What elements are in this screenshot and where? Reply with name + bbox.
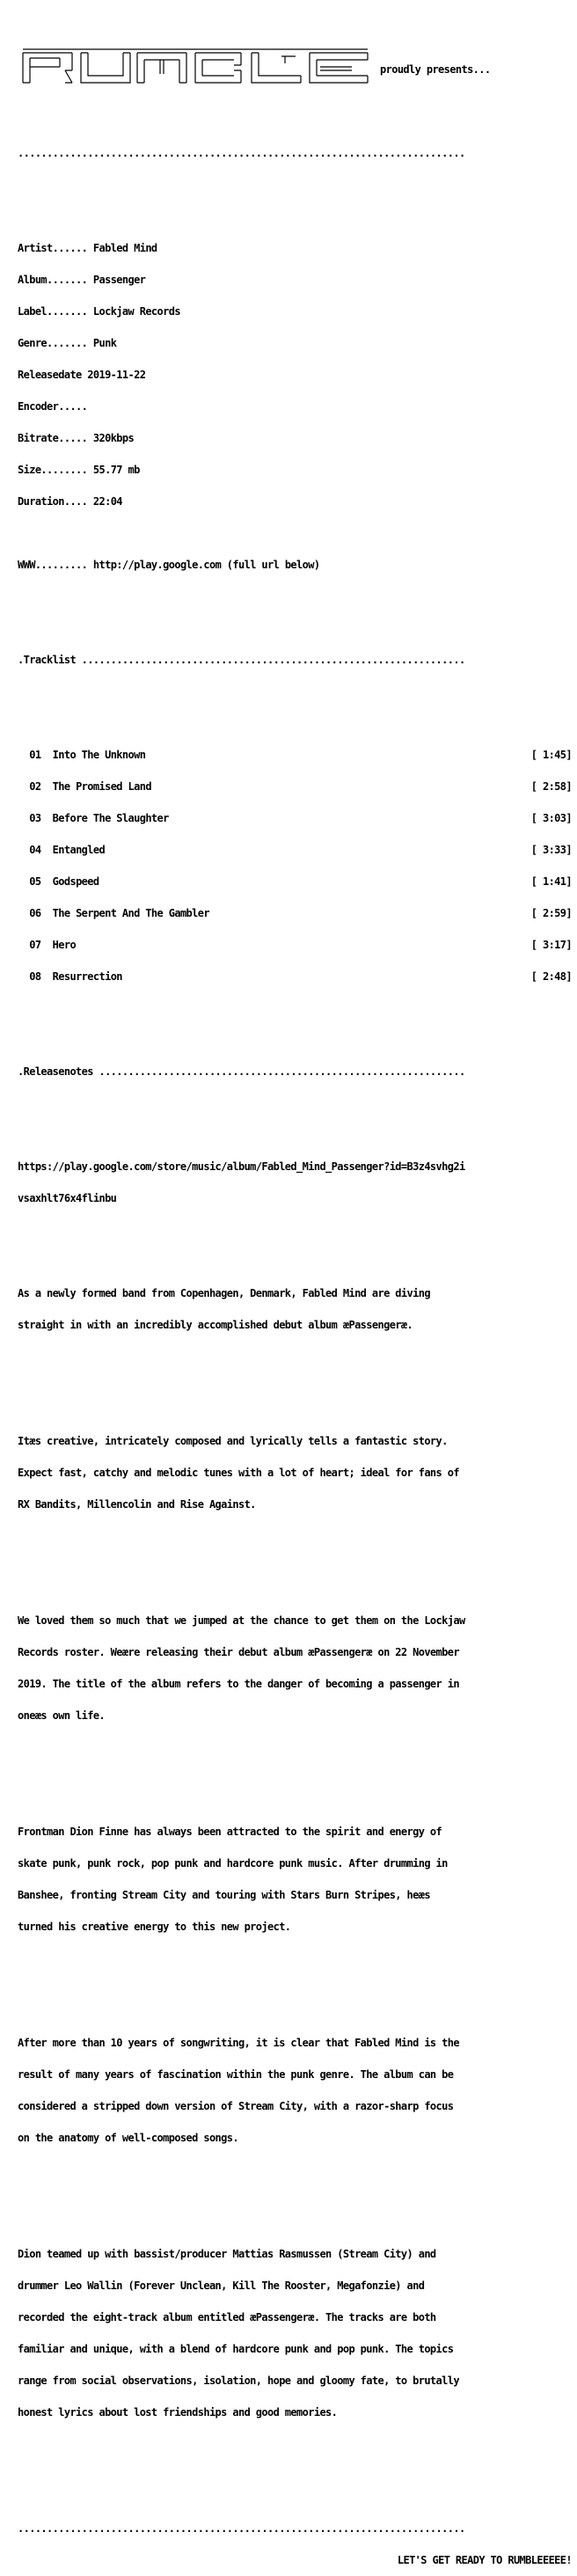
track-duration: [ 1:41] bbox=[530, 875, 572, 888]
track-duration: [ 3:33] bbox=[530, 844, 572, 856]
www-link[interactable]: http://play.google.com (full url below) bbox=[92, 559, 320, 571]
paragraph-line: As a newly formed band from Copenhagen, Denmark, Fabled Mind are diving bbox=[18, 1287, 430, 1299]
paragraph-line: result of many years of fascination within the punk genre. The album can be bbox=[18, 2068, 454, 2081]
track-row bbox=[18, 813, 572, 823]
info-row-bitrate bbox=[18, 433, 572, 443]
paragraph bbox=[18, 2016, 572, 2164]
info-label: Bitrate..... bbox=[18, 432, 88, 444]
info-label: Album....... bbox=[18, 274, 88, 286]
track-number: 01 bbox=[29, 749, 41, 761]
track-row bbox=[18, 750, 572, 760]
paragraph-line: on the anatomy of well-composed songs. bbox=[18, 2132, 238, 2144]
info-label: Duration.... bbox=[18, 495, 88, 508]
track-title: The Serpent And The Gambler bbox=[52, 907, 209, 919]
track-number: 03 bbox=[29, 812, 41, 824]
info-label: Artist...... bbox=[18, 242, 88, 254]
paragraph-line: recorded the eight-track album entitled æPassengeræ. The tracks are both bbox=[18, 2311, 436, 2324]
releasenotes-header: .Releasenotes ............................................................... bbox=[18, 1065, 465, 1078]
info-row-size bbox=[18, 465, 572, 475]
store-url-line[interactable]: https://play.google.com/store/music/album/Fabled_Mind_Passenger?id=B3z4svhg2i bbox=[18, 1160, 465, 1173]
track-row bbox=[18, 940, 572, 950]
paragraph-line: oneæs own life. bbox=[18, 1709, 106, 1722]
paragraph bbox=[18, 1805, 572, 1953]
nfo-document bbox=[18, 11, 572, 2576]
info-row-www bbox=[18, 560, 572, 570]
info-label: Releasedate bbox=[18, 369, 82, 381]
tracklist-header: .Tracklist .................................................................. bbox=[18, 654, 465, 666]
paragraph bbox=[18, 1267, 572, 1351]
info-label: Genre....... bbox=[18, 337, 88, 349]
info-row-duration bbox=[18, 496, 572, 507]
track-row bbox=[18, 876, 572, 887]
paragraph-line: considered a stripped down version of Stream City, with a razor-sharp focus bbox=[18, 2100, 454, 2112]
info-row-album bbox=[18, 274, 572, 285]
tracklist bbox=[18, 728, 572, 1003]
divider-top: ............................................................................. bbox=[18, 147, 465, 159]
paragraph-line: We loved them so much that we jumped at the chance to get them on the Lockjaw bbox=[18, 1614, 465, 1627]
paragraph-line: familiar and unique, with a blend of hardcore punk and pop punk. The topics bbox=[18, 2343, 454, 2355]
info-row-genre bbox=[18, 338, 572, 348]
release-notes bbox=[18, 1140, 572, 2460]
info-row-label bbox=[18, 306, 572, 317]
track-duration: [ 2:59] bbox=[530, 907, 572, 919]
info-value: Passenger bbox=[92, 274, 146, 286]
header bbox=[18, 42, 572, 84]
track-number: 07 bbox=[29, 939, 41, 951]
info-value: 320kbps bbox=[92, 432, 135, 444]
paragraph bbox=[18, 2228, 572, 2439]
paragraph-line: RX Bandits, Millencolin and Rise Against. bbox=[18, 1498, 256, 1511]
track-title: Before The Slaughter bbox=[52, 812, 169, 824]
info-value: Fabled Mind bbox=[92, 242, 157, 254]
paragraph-line: Frontman Dion Finne has always been attracted to the spirit and energy of bbox=[18, 1826, 442, 1838]
footer-tagline: LET'S GET READY TO RUMBLEEEEE! bbox=[397, 2554, 572, 2566]
track-duration: [ 3:03] bbox=[530, 812, 572, 824]
info-row-releasedate bbox=[18, 370, 572, 380]
paragraph-line: Banshee, fronting Stream City and touring with Stars Burn Stripes, heæs bbox=[18, 1889, 430, 1901]
info-row-artist bbox=[18, 243, 572, 253]
track-duration: [ 2:48] bbox=[530, 970, 572, 983]
info-value: 22:04 bbox=[92, 495, 122, 508]
paragraph-line: range from social observations, isolation, hope and gloomy fate, to brutally bbox=[18, 2375, 459, 2387]
rumble-ascii-logo bbox=[21, 46, 369, 88]
info-label: WWW......... bbox=[18, 559, 88, 571]
info-label: Encoder..... bbox=[18, 400, 88, 413]
paragraph bbox=[18, 1594, 572, 1742]
paragraph-line: honest lyrics about lost friendships and good memories. bbox=[18, 2406, 338, 2419]
track-row bbox=[18, 781, 572, 792]
track-duration: [ 1:45] bbox=[530, 749, 572, 761]
track-title: Resurrection bbox=[52, 970, 122, 983]
paragraph-line: Records roster. Weære releasing their debut album æPassengeræ on 22 November bbox=[18, 1646, 459, 1658]
paragraph-line: skate punk, punk rock, pop punk and hardcore punk music. After drumming in bbox=[18, 1857, 448, 1870]
paragraph-line: 2019. The title of the album refers to the danger of becoming a passenger in bbox=[18, 1678, 459, 1690]
paragraph-line: drummer Leo Wallin (Forever Unclean, Kill The Rooster, Megafonzie) and bbox=[18, 2280, 425, 2292]
store-url-line[interactable]: vsaxhlt76x4flinbu bbox=[18, 1192, 117, 1204]
track-number: 04 bbox=[29, 844, 41, 856]
track-number: 02 bbox=[29, 780, 41, 793]
track-title: Into The Unknown bbox=[52, 749, 146, 761]
info-value: Punk bbox=[92, 337, 117, 349]
divider-bottom: ............................................................................. bbox=[18, 2522, 465, 2535]
track-title: The Promised Land bbox=[52, 780, 151, 793]
info-label: Size........ bbox=[18, 464, 88, 476]
release-info bbox=[18, 222, 572, 591]
paragraph-line: turned his creative energy to this new project. bbox=[18, 1921, 291, 1933]
track-duration: [ 3:17] bbox=[530, 939, 572, 951]
track-row bbox=[18, 845, 572, 855]
presents-text: proudly presents... bbox=[380, 63, 491, 76]
track-number: 08 bbox=[29, 970, 41, 983]
paragraph bbox=[18, 1415, 572, 1531]
paragraph-line: straight in with an incredibly accomplished debut album æPassengeræ. bbox=[18, 1319, 413, 1331]
paragraph-line: Itæs creative, intricately composed and lyrically tells a fantastic story. bbox=[18, 1435, 448, 1447]
info-value: 55.77 mb bbox=[92, 464, 140, 476]
info-value: 2019-11-22 bbox=[87, 369, 146, 381]
track-title: Entangled bbox=[52, 844, 106, 856]
track-title: Godspeed bbox=[52, 875, 99, 888]
info-label: Label....... bbox=[18, 305, 88, 318]
track-row bbox=[18, 971, 572, 982]
track-row bbox=[18, 908, 572, 918]
paragraph-line: Dion teamed up with bassist/producer Mattias Rasmussen (Stream City) and bbox=[18, 2248, 436, 2260]
track-number: 05 bbox=[29, 875, 41, 888]
paragraph-line: Expect fast, catchy and melodic tunes with a lot of heart; ideal for fans of bbox=[18, 1467, 459, 1479]
info-value: Lockjaw Records bbox=[92, 305, 180, 318]
info-row-encoder bbox=[18, 401, 572, 412]
track-title: Hero bbox=[52, 939, 77, 951]
paragraph-line: After more than 10 years of songwriting, it is clear that Fabled Mind is the bbox=[18, 2037, 459, 2049]
track-number: 06 bbox=[29, 907, 41, 919]
track-duration: [ 2:58] bbox=[530, 780, 572, 793]
